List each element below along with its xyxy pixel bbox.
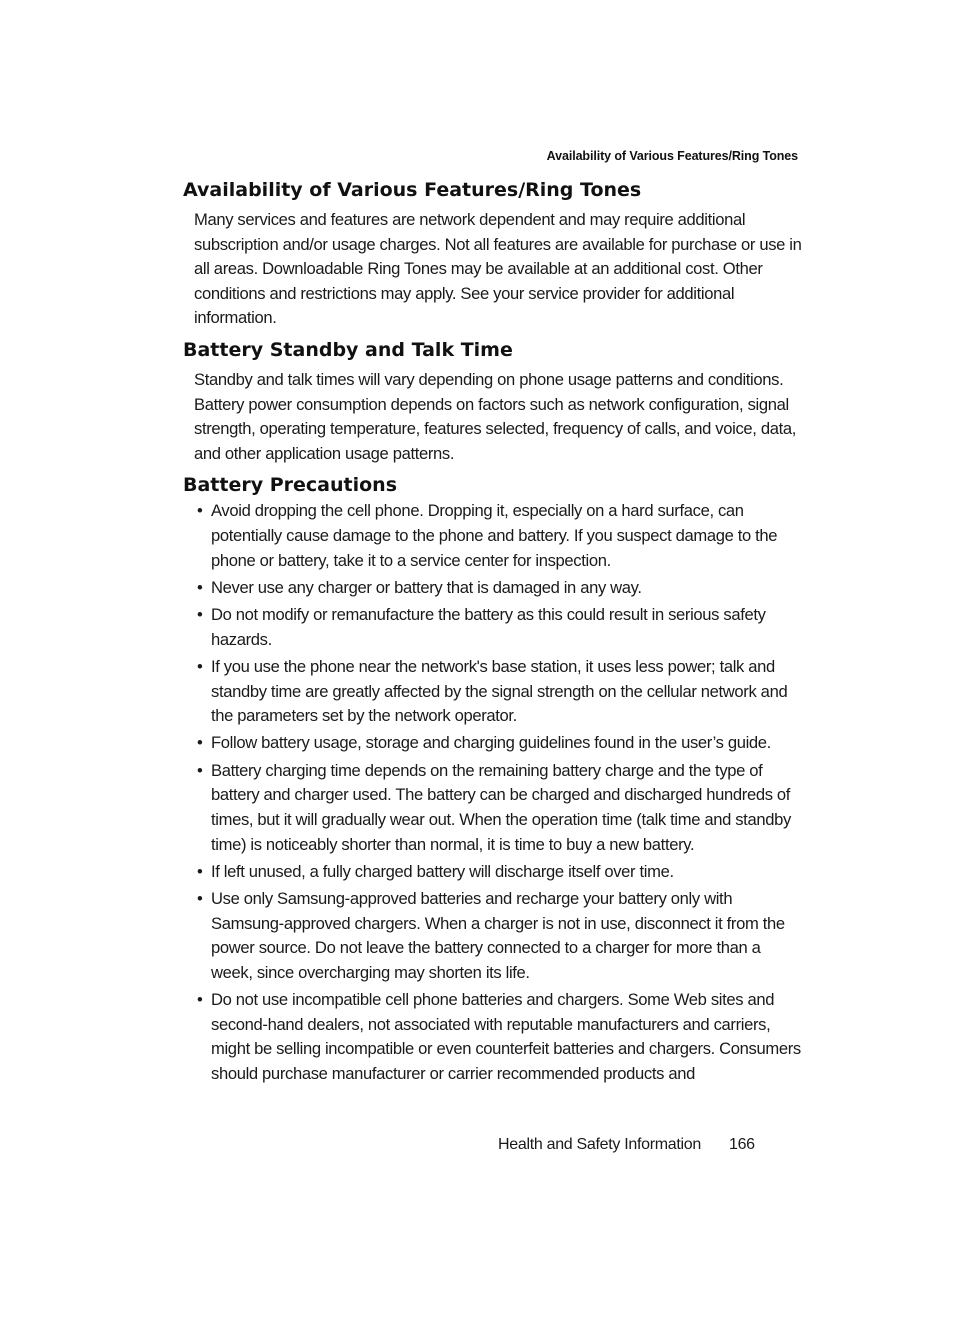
section-heading-battery-precautions: Battery Precautions <box>183 474 398 497</box>
list-item-text: Do not modify or remanufacture the battery as this could result in serious safety hazards. <box>211 605 766 649</box>
list-item-text: Do not use incompatible cell phone batteries and chargers. Some Web sites and second-hand dealers, not associated with reputable manufacturers and carriers, might be selling incompatible or even counterfeit batteries and chargers. Consumers should purchase manufacturer or carrier recommended products and <box>211 990 801 1083</box>
footer-section-title: Health and Safety Information <box>498 1136 701 1153</box>
bullet-glyph: • <box>197 656 203 676</box>
list-item-text: Avoid dropping the cell phone. Dropping it, especially on a hard surface, can potentially cause damage to the phone and battery. If you suspect damage to the phone or battery, take it to a service center for inspection. <box>211 501 778 570</box>
bullet-glyph: • <box>197 990 203 1010</box>
bullet-glyph: • <box>197 733 203 753</box>
section-body-availability: Many services and features are network dependent and may require additional subscription and/or usage charges. Not all features are available for purchase or use in all areas. Downloadable Ring Tones may be available at an additional cost. Other conditions and restrictions may apply. See your service provider for additional information. <box>194 210 802 328</box>
bullet-glyph: • <box>197 501 203 521</box>
section-heading-standby-talk-time: Battery Standby and Talk Time <box>183 338 513 361</box>
bullet-glyph: • <box>197 577 203 597</box>
page-content <box>183 176 803 1089</box>
list-item-text: Never use any charger or battery that is damaged in any way. <box>211 577 642 597</box>
bullet-glyph: • <box>197 605 203 625</box>
list-item <box>183 603 803 652</box>
bullet-glyph: • <box>197 889 203 909</box>
list-item <box>183 499 803 573</box>
section-heading-availability: Availability of Various Features/Ring Tones <box>183 179 642 201</box>
page-number: 166 <box>728 1136 755 1153</box>
list-item-text: Battery charging time depends on the remaining battery charge and the type of battery and charger used. The battery can be charged and discharged hundreds of times, but it will gradually wear out. When the operation time (talk time and standby time) is noticeably shorter than normal, it is time to buy a new battery. <box>211 760 791 854</box>
bullet-glyph: • <box>197 861 203 881</box>
list-item <box>183 887 803 985</box>
section-body-standby-talk-time: Standby and talk times will vary depending on phone usage patterns and conditions. Battery power consumption depends on factors such as network configuration, signal strength, operating temperature, features selected, frequency of calls, and voice, data, and other application usage patterns. <box>194 369 796 463</box>
list-item <box>183 860 803 885</box>
list-item <box>183 988 803 1086</box>
list-item <box>183 759 803 857</box>
list-item-text: If left unused, a fully charged battery will discharge itself over time. <box>211 861 674 881</box>
list-item-text: Use only Samsung-approved batteries and recharge your battery only with Samsung-approved chargers. When a charger is not in use, disconnect it from the power source. Do not leave the battery connected to a charger for more than a week, since overcharging may shorten its life. <box>211 889 785 982</box>
list-item <box>183 576 803 601</box>
list-item <box>183 731 803 756</box>
page-footer <box>498 1136 755 1154</box>
list-item-text: If you use the phone near the network's base station, it uses less power; talk and standby time are greatly affected by the signal strength on the cellular network and the parameters set by the network operator. <box>211 656 788 726</box>
list-item <box>183 655 803 729</box>
battery-precautions-list <box>183 499 803 1086</box>
running-header: Availability of Various Features/Ring Tones <box>546 149 798 163</box>
list-item-text: Follow battery usage, storage and charging guidelines found in the user’s guide. <box>211 733 771 753</box>
bullet-glyph: • <box>197 760 203 780</box>
